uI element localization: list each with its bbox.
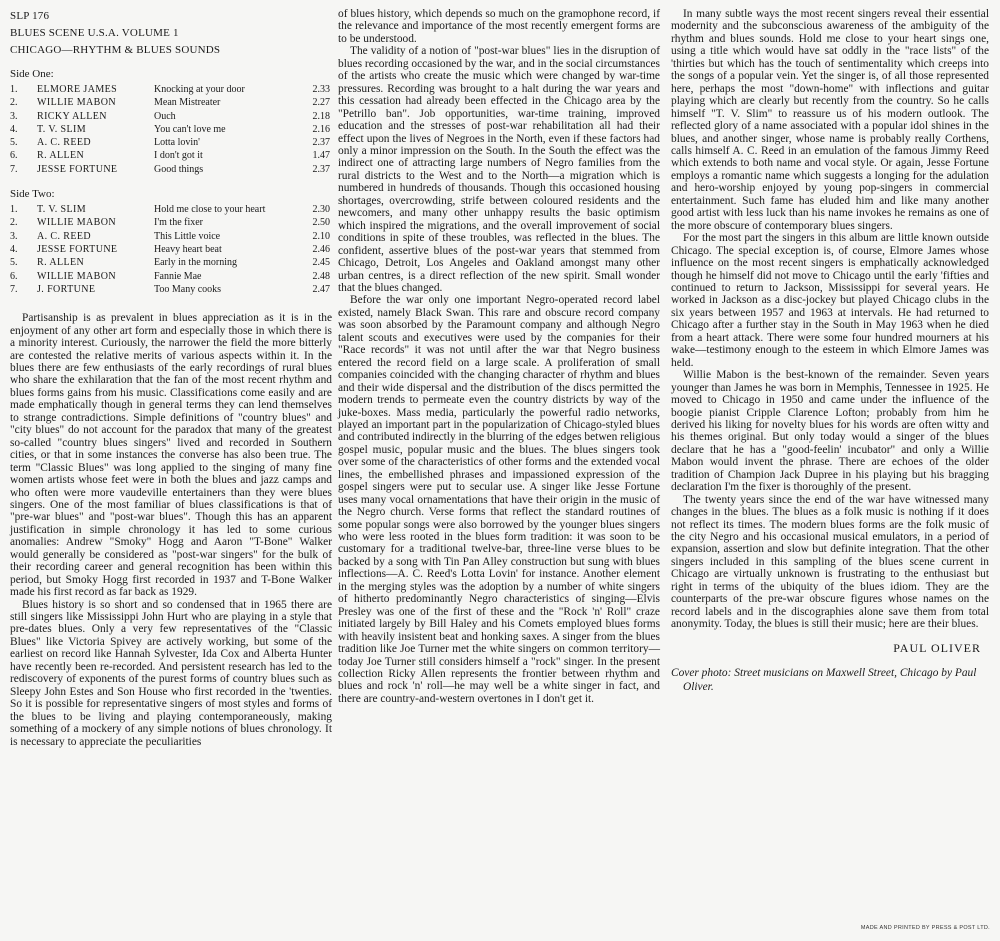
track-artist: T. V. SLIM	[37, 204, 87, 216]
column-middle	[338, 8, 660, 705]
track-number: 3.	[10, 230, 18, 242]
track-duration: 2.30	[312, 204, 330, 216]
column-left	[10, 8, 332, 748]
author-signature: PAUL OLIVER	[893, 640, 981, 655]
paragraph: Blues history is so short and so condensed that in 1965 there are still singers like Mississippi John Hurt who are playing in a style that pre-dates blues. Only a very few representatives of the "Classic Blues" like Victoria Spivey are actively working, but some of the earliest on record like Hannah Sylvester, Ida Cox and Alberta Hunter have recently been re-recorded. And persistent research has led to the rediscovery of exponents of the purest forms of country blues such as Sleepy John Estes and Son House who first recorded in the 'twenties. So it is possible for representative singers of most styles and forms of the blues to be living and playing contemporaneously, making something of a mockery of any simple notions of blues chronology. It is necessary to appreciate the peculiarities	[10, 598, 332, 748]
track-duration: 2.18	[312, 110, 330, 122]
album-subtitle: CHICAGO—RHYTHM & BLUES SOUNDS	[10, 44, 221, 56]
track-artist: ELMORE JAMES	[37, 84, 118, 95]
track-number: 7.	[10, 163, 18, 175]
column-right	[671, 8, 989, 694]
paragraph: of blues history, which depends so much on the gramophone record, if the relevance and importance of the most recently emergent forms are to be understood.	[338, 8, 660, 45]
side-one-label: Side One:	[10, 68, 54, 80]
paragraph: The twenty years since the end of the war have witnessed many changes in the blues. The blues as a folk music is nothing if it does not reflect its times. The modern blues forms are the folk music of the city Negro and his occasional musical emulators, in a period of expansion, assertion and slow but definite integration. That the other singers included in this sampling of the blues scene current in Chicago are virtually unknown is frustrating to the enthusiast but right in terms of the ubiquity of the blues idiom. They are the counterparts of the pre-war obscure figures whose names on the record labels and in the discographies alone save them from total anonymity. Today, the blues is still their music; here are their blues.	[671, 493, 989, 631]
side-two-label: Side Two:	[10, 188, 55, 201]
track-number: 4.	[10, 243, 18, 255]
track-title: This Little voice	[154, 230, 221, 242]
printer-credit: MADE AND PRINTED BY PRESS & POST LTD.	[860, 925, 990, 931]
track-duration: 2.50	[312, 217, 330, 229]
cover-photo-credit: Cover photo: Street musicians on Maxwell Street, Chicago by Paul Oliver.	[671, 666, 977, 693]
track-title: I don't got it	[154, 150, 203, 162]
track-number: 5.	[10, 137, 18, 149]
track-number: 6.	[10, 150, 18, 162]
track-number: 7.	[10, 283, 18, 295]
track-duration: 2.16	[312, 123, 330, 135]
track-duration: 2.45	[312, 257, 330, 269]
track-row	[10, 149, 330, 162]
paragraph: Willie Mabon is the best-known of the remainder. Seven years younger than James he was born in Memphis, Tennessee in 1925. He moved to Chicago in 1950 and came under the influence of the boogie pianist Cripple Clarence Lofton; probably from him he derived his liking for novelty blues for his words are often witty and his themes original. But only today would a singer of the blues declare that he has a "good-feelin' incubator" and only a Willie Mabon would invent the phrase. There are echoes of the older tradition of Champion Jack Dupree in his playing but his bragging declaration I'm the fixer is thoroughly of the present.	[671, 369, 989, 494]
track-artist: WILLIE MABON	[37, 270, 116, 282]
track-row	[10, 123, 330, 136]
track-artist: R. ALLEN	[37, 150, 85, 162]
track-title: Too Many cooks	[154, 283, 222, 295]
track-title: I'm the fixer	[154, 217, 204, 229]
track-row	[10, 83, 330, 96]
track-row	[10, 230, 330, 243]
track-row	[10, 270, 330, 283]
track-artist: RICKY ALLEN	[37, 110, 107, 122]
track-artist: T. V. SLIM	[37, 123, 87, 135]
track-duration: 2.10	[312, 230, 330, 242]
track-row	[10, 256, 330, 269]
track-number: 4.	[10, 123, 18, 135]
track-artist: WILLIE MABON	[37, 97, 116, 109]
track-duration: 2.37	[312, 163, 330, 175]
track-row	[10, 136, 330, 149]
paragraph: The validity of a notion of "post-war blues" lies in the disruption of blues recording occasioned by the war, and in the social circumstances of the artists who create the music which were changed by war-time pressures. Recording was brought to a halt during the war years and this cessation had already been effected in the Chicago area by the "Petrillo ban". Job opportunities, war-time training, improved education and the stresses of post-war rehabilitation all had their effect upon the lives of Negroes in the North, even if these factors had only a minor impression on the South. In the South the effect was the indirect one of attracting large numbers of Negro families from the rural districts to the West and to the North—a migration which is numbered in hundreds of thousands. Though this occasioned housing shortages, overcrowding, strife between coloured residents and the newcomers, and many other unhappy results the basic optimism which inspired the migrations, and the overall improvement of social conditions in spite of these troubles, was reflected in the blues. The confident, assertive blues of the post-war years that stemmed from Chicago, Detroit, Los Angeles and Oakland amongst many other urban centres, is a direct reflection of the new spirit. Small wonder that the blues changed.	[338, 45, 660, 294]
track-duration: 2.27	[312, 97, 330, 109]
track-title: Heavy heart beat	[154, 243, 222, 255]
track-number: 1.	[10, 204, 18, 216]
liner-notes-col2	[338, 8, 660, 705]
track-title: Good things	[154, 163, 204, 175]
paragraph: Partisanship is as prevalent in blues appreciation as it is in the enjoyment of any other art form and especially those in which there is a minority interest. Curiously, the narrower the field the more bitterly are contested the relative merits of various aspects within it. In the blues there are few enthusiasts of the early recordings of rural blues who share the exhilaration that the fan of the most recent rhythm and blues forms gains from his music. Classifications come easily and are made emphatically though in general terms they can lend themselves to strange contradictions. Simple definitions of "country blues" and "city blues" do not account for the paradox that many of the greatest so-called "country blues singers" lived and recorded in Southern cities, or that in some instances the converse has also been true. The term "Classic Blues" was long applied to the singing of many fine women artists whose feet were in both the blues and jazz camps and who often were more vaudeville entertainers than they were blues singers. One of the most familiar of blues classifications is that of "pre-war blues" and "post-war blues". Though this has an apparent justification in simple chronology it has led to some curious anomalies: Andrew "Smoky" Hogg and Aaron "T-Bone" Walker would generally be considered as "post-war singers" for the bulk of their recording career and general recognition has been within this period, but Smoky Hogg first recorded in 1937 and T-Bone Walker made his first record as far back as 1929.	[10, 312, 332, 599]
track-duration: 2.46	[312, 243, 330, 255]
track-row	[10, 283, 330, 296]
track-title: Ouch	[154, 110, 176, 122]
side-one-tracklist	[10, 83, 330, 176]
track-row	[10, 96, 330, 109]
track-duration: 2.48	[312, 270, 330, 282]
catalog-number: SLP 176	[10, 10, 50, 22]
liner-notes-col1	[10, 312, 332, 748]
track-row	[10, 110, 330, 123]
track-row	[10, 163, 330, 176]
track-row	[10, 243, 330, 256]
track-number: 2.	[10, 97, 18, 109]
track-artist: JESSE FORTUNE	[37, 243, 118, 255]
track-title: Early in the morning	[154, 257, 238, 269]
track-artist: A. C. REED	[37, 230, 91, 242]
track-artist: JESSE FORTUNE	[37, 163, 118, 175]
track-duration: 2.37	[312, 137, 330, 149]
track-number: 2.	[10, 217, 18, 229]
paragraph: Before the war only one important Negro-operated record label existed, namely Black Swan. This rare and obscure record company was soon absorbed by the Paramount company and although Negro talent scouts and executives were used by the companies for their "Race records" it was not until after the war that Negro business entered the record field on a large scale. A proliferation of small companies coincided with the changing character of rhythm and blues and their wide dispersal and the distribution of the discs permitted the modern trends to permeate even the country districts by way of the juke-boxes. Mass media, particularly the powerful radio networks, played an important part in the popularization of Chicago-styled blues and contributed indirectly in the blurring of the edges betwen religious gospel music, popular music and the blues. The blues singers took over some of the characteristics of other forms and the extended vocal lines, the embellished phrases and impassioned expression of the gospel singers were put to secular use. A singer like Jesse Fortune uses many vocal ornamentations that have their origin in the music of the Negro church. Verse forms that reflect the standard routines of some popular songs were also borrowed by the younger blues singers who were less rooted in the blues form tradition: it was soon to be customary for a traditional twelve-bar, three-line verse blues to be backed by a song with Tin Pan Alley construction but sung with blues inflections—A. C. Reed's Lotta Lovin' for instance. Another element in the merging styles was the adoption by a number of white singers of hitherto predominantly Negro characteristics of singing—Elvis Presley was one of the first of these and the "Rock 'n' Roll" craze initiated largely by Bill Haley and his Comets employed blues forms with heavily insistent beat and honking saxes. A singer from the blues tradition like Joe Turner met the white singers on common territory—today Joe Turner still considers himself a "rock" singer. In the present collection Ricky Allen represents the frontier between rhythm and blues and rock 'n' roll—he may well be a white singer in fact, and there are country-and-western overtones in I don't get it.	[338, 294, 661, 705]
track-title: Lotta lovin'	[154, 137, 200, 149]
track-title: Fannie Mae	[154, 270, 202, 282]
series-title: BLUES SCENE U.S.A. VOLUME 1	[10, 27, 179, 39]
track-number: 3.	[10, 110, 18, 122]
track-artist: J. FORTUNE	[37, 283, 96, 295]
track-duration: 2.47	[312, 283, 330, 295]
track-row	[10, 203, 330, 216]
track-title: Hold me close to your heart	[154, 204, 266, 216]
track-number: 6.	[10, 270, 18, 282]
track-artist: A. C. REED	[37, 137, 91, 149]
track-duration: 2.33	[312, 84, 330, 95]
track-duration: 1.47	[312, 150, 330, 162]
liner-notes-col3	[671, 8, 989, 631]
track-artist: WILLIE MABON	[37, 217, 116, 229]
track-number: 1.	[10, 84, 18, 95]
track-title: Knocking at your door	[154, 84, 245, 95]
track-title: You can't love me	[154, 123, 226, 135]
paragraph: In many subtle ways the most recent singers reveal their essential modernity and the subconscious awareness of the ambiguity of the rhythm and blues sounds. Hold me close to your heart sings one, using a title which would have sat oddly in the "race lists" of the 'thirties but which has the touch of sentimentality which creeps into the songs of a popular vein. Yet the singer is, of all those represented here, perhaps the most "down-home" with inflections and guitar playing which are clearly but recently from the country. So he calls himself "T. V. Slim" to reassure us of his modern outlook. The reflected glory of a name associated with a popular idol shines in the blues, and another singer, whose name is probably really Corthens, calls himself A. C. Reed in an emulation of the famous Jimmy Reed which extends to both name and vocal style. Or again, Jesse Fortune employs a romantic name which suggests a longing for the adulation and hero-worship enjoyed by young pop-singers in commercial entertainment. Such fame has eluded him and like many another good artist with less luck than his name invokes he remains as one of the more obscure of contemporary blues singers.	[671, 8, 989, 232]
paragraph: For the most part the singers in this album are little known outside Chicago. The special exception is, of course, Elmore James whose influence on the most recent singers is emphatically acknowledged though he himself did not move to Chicago until the early 'fifties and continued to return to Jackson, Mississippi for several years. He worked in Jackson as a disc-jockey but played Chicago clubs in the six years between 1957 and 1963 at intervals. He had returned to Chicago after a further stay in the South in May 1963 when he died from a heart attack. There were some four hundred mourners at his wake—testimony enough to the esteem in which Elmore James was held.	[671, 232, 989, 369]
track-artist: R. ALLEN	[37, 257, 85, 269]
track-title: Mean Mistreater	[154, 97, 221, 109]
side-two-tracklist	[10, 203, 330, 296]
track-row	[10, 216, 330, 229]
track-number: 5.	[10, 257, 18, 269]
